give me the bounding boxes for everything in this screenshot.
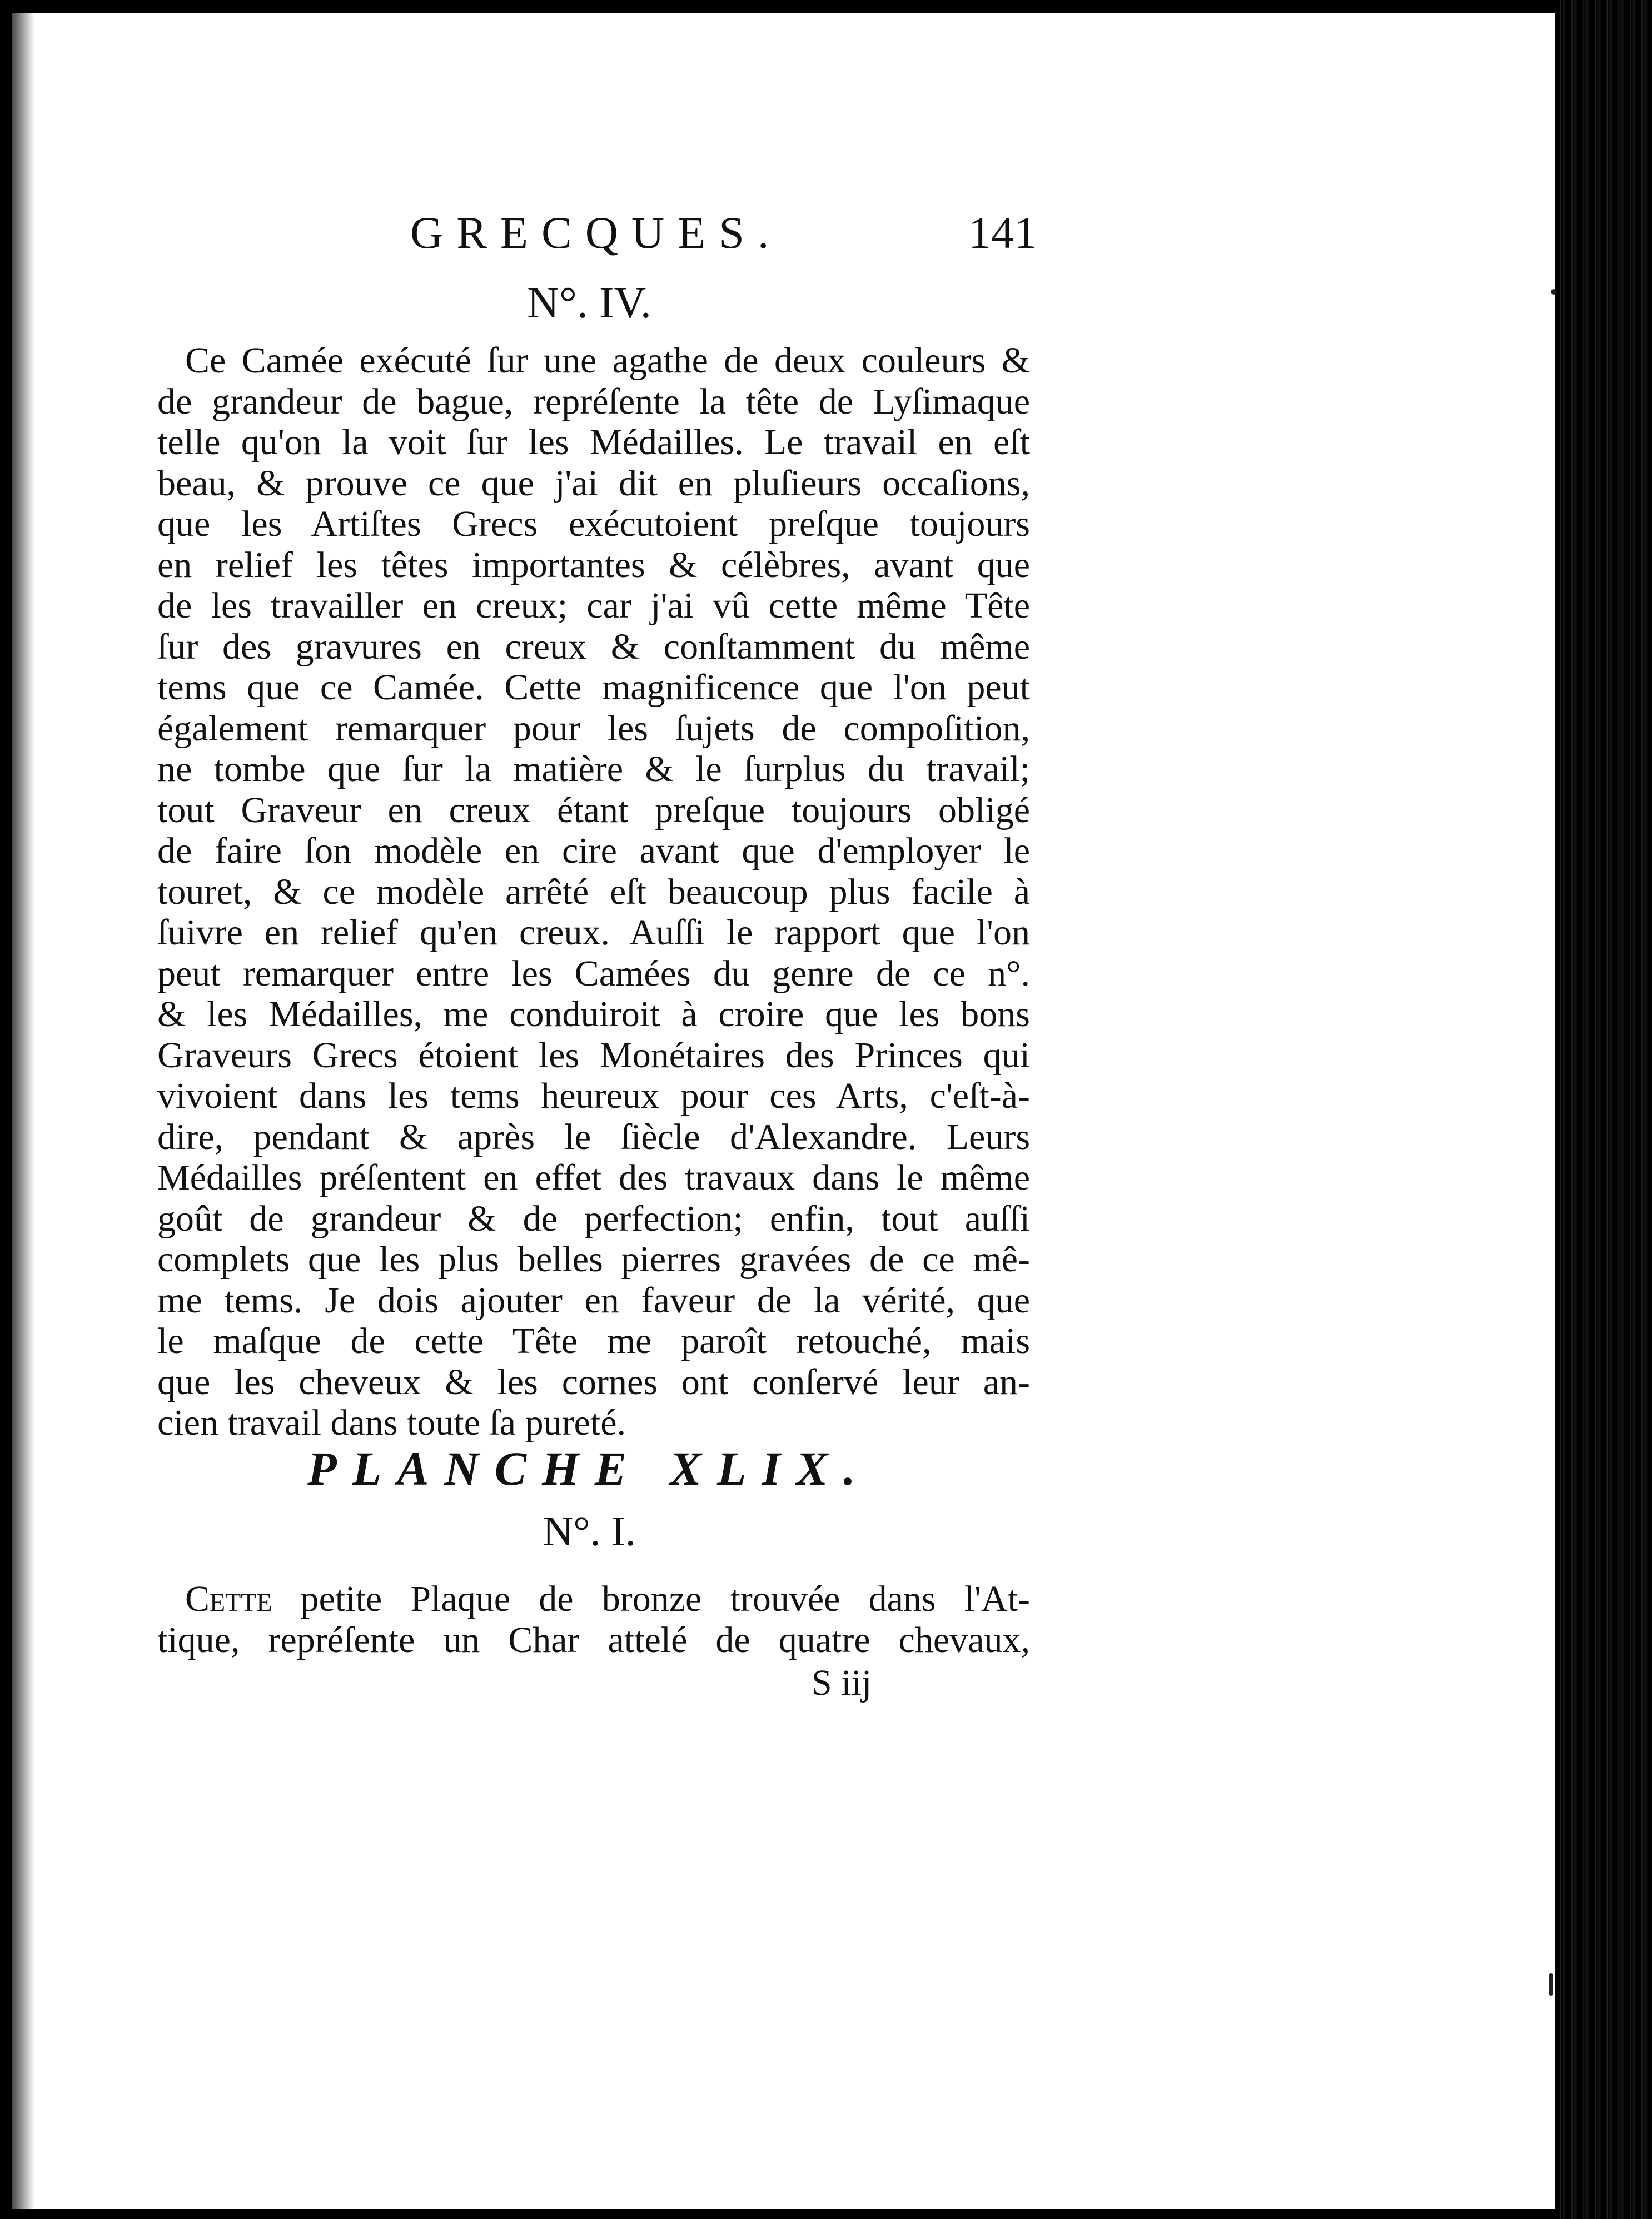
text-line: que les Artiſtes Grecs exécutoient preſque toujours bbox=[157, 504, 1030, 544]
scan-speck bbox=[1549, 1973, 1553, 1996]
text-line: me tems. Je dois ajouter en faveur de la vérité, que bbox=[157, 1280, 1030, 1321]
text-line: dire, pendant & après le ſiècle d'Alexandre. Leurs bbox=[157, 1116, 1030, 1157]
text-line: goût de grandeur & de perfection; enfin, tout auſſi bbox=[157, 1198, 1030, 1239]
body-paragraph bbox=[157, 340, 1030, 1444]
text-line: de grandeur de bague, repréſente la tête de Lyſimaque bbox=[157, 381, 1030, 422]
text-line: peut remarquer entre les Camées du genre de ce n°. bbox=[157, 953, 1030, 994]
text-line: de faire ſon modèle en cire avant que d'employer le bbox=[157, 830, 1030, 871]
text-line: Graveurs Grecs étoient les Monétaires des Princes qui bbox=[157, 1034, 1030, 1076]
text-line: que les cheveux & les cornes ont conſervé leur an- bbox=[157, 1361, 1030, 1402]
plate-section-heading: N°. I. bbox=[543, 1508, 636, 1555]
text-line-rest: petite Plaque de bronze trouvée dans l'At- bbox=[272, 1579, 1030, 1619]
plate-title: PLANCHE XLIX. bbox=[307, 1442, 871, 1495]
section-heading: N°. IV. bbox=[527, 278, 651, 327]
text-line: telle qu'on la voit ſur les Médailles. Le travail en eſt bbox=[157, 422, 1030, 462]
text-line: tout Graveur en creux étant preſque toujours obligé bbox=[157, 789, 1030, 830]
text-line: ſuivre en relief qu'en creux. Auſſi le rapport que l'on bbox=[157, 912, 1030, 953]
text-line: tems que ce Camée. Cette magnificence que l'on peut bbox=[157, 667, 1030, 708]
text-line: vivoient dans les tems heureux pour ces Arts, c'eſt-à- bbox=[157, 1076, 1030, 1116]
scan-speck bbox=[1551, 289, 1556, 295]
text-line: Médailles préſentent en effet des travaux dans le même bbox=[157, 1157, 1030, 1198]
book-edge bbox=[1555, 0, 1652, 2219]
running-title: GRECQUES. bbox=[410, 207, 783, 258]
text-line: Ce Camée exécuté ſur une agathe de deux couleurs & bbox=[185, 340, 1030, 381]
text-line: de les travailler en creux; car j'ai vû cette même Tête bbox=[157, 585, 1030, 626]
text-line: beau, & prouve ce que j'ai dit en pluſieurs occaſions, bbox=[157, 462, 1030, 504]
body-paragraph-2 bbox=[157, 1579, 1030, 1660]
signature-mark: S iij bbox=[812, 1663, 872, 1703]
page-edge-shadow bbox=[12, 13, 34, 2209]
page-number: 141 bbox=[968, 207, 1037, 258]
text-line: touret, & ce modèle arrêté eſt beaucoup plus facile à bbox=[157, 871, 1030, 912]
text-line bbox=[157, 1579, 1030, 1620]
text-line: le maſque de cette Tête me paroît retouché, mais bbox=[157, 1321, 1030, 1361]
text-line: également remarquer pour les ſujets de compoſition, bbox=[157, 708, 1030, 749]
text-line: tique, repréſente un Char attelé de quatre chevaux, bbox=[157, 1619, 1030, 1660]
opening-word: Cette bbox=[185, 1579, 272, 1619]
text-line: ne tombe que ſur la matière & le ſurplus du travail; bbox=[157, 749, 1030, 789]
text-line: ſur des gravures en creux & conſtamment du même bbox=[157, 626, 1030, 667]
text-line: & les Médailles, me conduiroit à croire que les bons bbox=[157, 994, 1030, 1034]
text-line: cien travail dans toute ſa pureté. bbox=[157, 1402, 626, 1443]
text-line: complets que les plus belles pierres gravées de ce mê- bbox=[157, 1239, 1030, 1280]
text-line: en relief les têtes importantes & célèbres, avant que bbox=[157, 544, 1030, 585]
